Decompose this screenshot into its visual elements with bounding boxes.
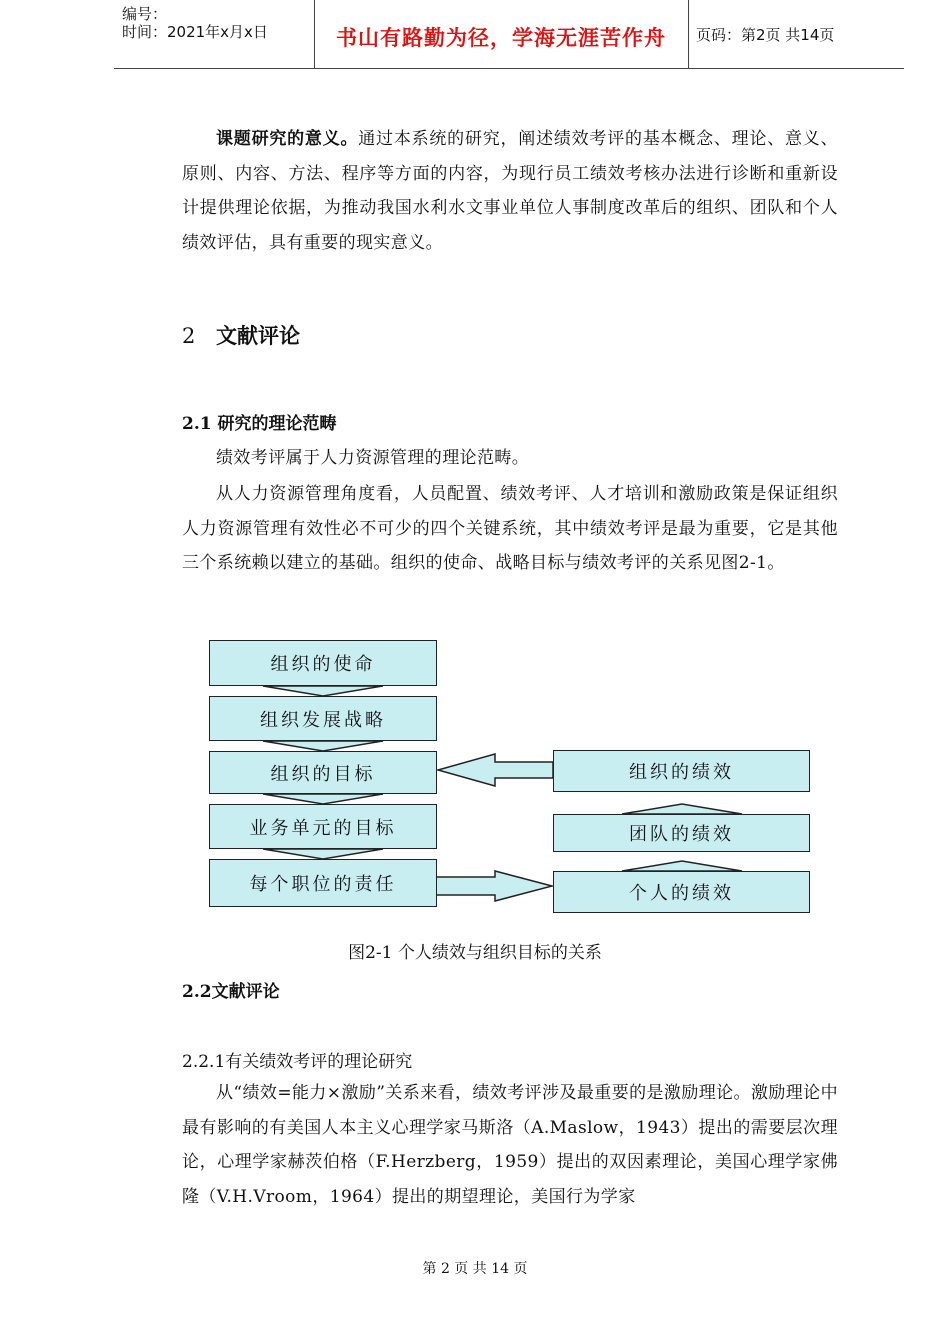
up-arrow-icon [622, 861, 742, 871]
section-title: 文献评论 [216, 323, 300, 348]
down-arrow-icon [263, 794, 383, 804]
box-strategy: 组织发展战略 [209, 696, 437, 741]
page-header [114, 0, 904, 69]
subsection-heading-2-2: 2.2文献评论 [182, 982, 280, 1002]
box-team-performance: 团队的绩效 [553, 814, 810, 852]
box-org-goal: 组织的目标 [209, 751, 437, 794]
figure-2-1 [205, 636, 815, 916]
time-label: 时间：2021年x月x日 [122, 23, 268, 41]
down-arrow-icon [263, 849, 383, 859]
paragraph-2-1-b: 从人力资源管理角度看，人员配置、绩效考评、人才培训和激励政策是保证组织人力资源管理有效性必不可少的四个关键系统，其中绩效考评是最为重要，它是其他三个系统赖以建立的基础。组织的使命、战略目标与绩效考评的关系见图2-1。 [182, 484, 838, 573]
down-arrow-icon [263, 741, 383, 751]
right-arrow-icon [436, 871, 552, 901]
significance-paragraph [182, 122, 838, 260]
section-number: 2 [182, 324, 196, 348]
paragraph-2-2-1: 从“绩效=能力×激励”关系来看，绩效考评涉及最重要的是激励理论。激励理论中最有影响的有美国人本主义心理学家马斯洛（A.Maslow，1943）提出的需要层次理论，心理学家赫茨伯格（F.Herzberg，1959）提出的双因素理论，美国心理学家佛隆（V.H.Vroom，1964）提出的期望理论，美国行为学家 [182, 1083, 838, 1207]
code-label: 编号： [122, 5, 168, 23]
page-info: 页码：第2页 共14页 [696, 26, 835, 44]
left-arrow-icon [438, 754, 553, 786]
subsubsection-heading-2-2-1: 2.2.1有关绩效考评的理论研究 [182, 1052, 413, 1072]
box-unit-goal: 业务单元的目标 [209, 804, 437, 849]
box-mission: 组织的使命 [209, 640, 437, 686]
motto: 书山有路勤为径，学海无涯苦作舟 [336, 26, 666, 50]
header-motto-cell [314, 0, 689, 68]
header-meta-cell [114, 0, 315, 68]
subsection-heading-2-1: 2.1 研究的理论范畴 [182, 414, 337, 434]
down-arrow-icon [263, 686, 383, 696]
significance-lead: 课题研究的意义。 [216, 129, 359, 149]
significance-text: 通过本系统的研究，阐述绩效考评的基本概念、理论、意义、原则、内容、方法、程序等方面的内容，为现行员工绩效考核办法进行诊断和重新设计提供理论依据，为推动我国水利水文事业单位人事制度改革后的组织、团队和个人绩效评估，具有重要的现实意义。 [182, 129, 838, 253]
box-org-performance: 组织的绩效 [553, 750, 810, 792]
box-position-duty: 每个职位的责任 [209, 859, 437, 907]
up-arrow-icon [622, 804, 742, 814]
figure-caption: 图2-1 个人绩效与组织目标的关系 [348, 943, 602, 963]
header-page-cell [688, 0, 904, 68]
section-heading [182, 320, 300, 350]
box-individual-performance: 个人的绩效 [553, 871, 810, 913]
page-footer: 第 2 页 共 14 页 [422, 1261, 528, 1277]
paragraph-2-1-a: 绩效考评属于人力资源管理的理论范畴。 [216, 448, 530, 468]
